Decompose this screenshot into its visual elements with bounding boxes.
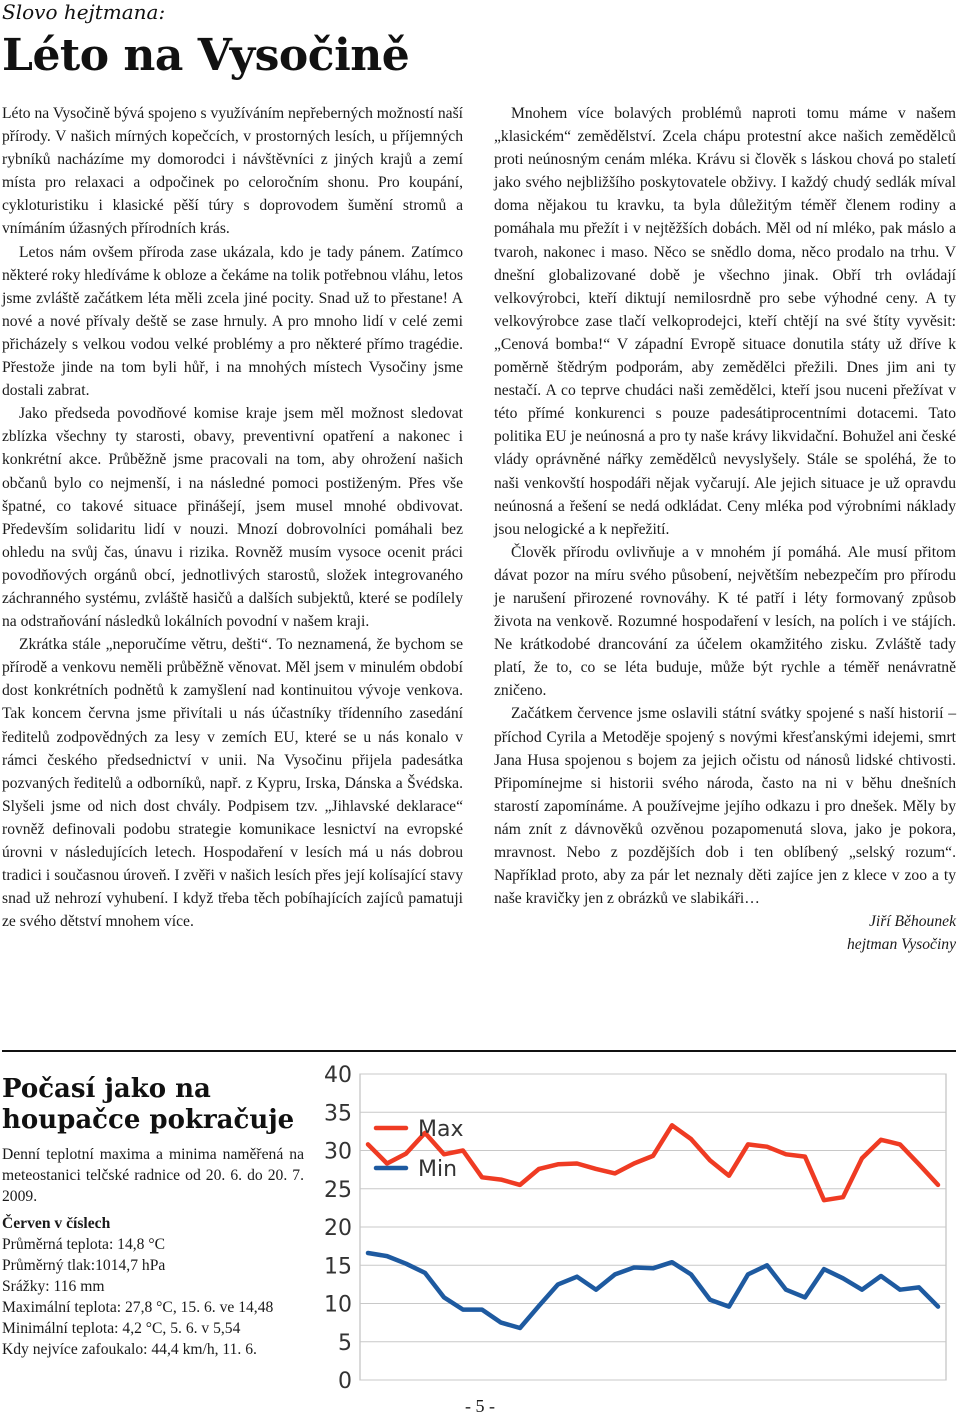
data-point <box>917 1163 920 1166</box>
article-left-column <box>2 102 463 933</box>
data-point <box>822 1267 825 1270</box>
weather-stat: Minimální teplota: 4,2 °C, 5. 6. v 5,54 <box>2 1320 241 1337</box>
data-point <box>651 1267 654 1270</box>
data-point <box>841 1277 844 1280</box>
data-point <box>936 1183 939 1186</box>
weather-box-text <box>2 1144 304 1360</box>
data-point <box>594 1288 597 1291</box>
data-point <box>765 1264 768 1267</box>
data-point <box>366 1251 369 1254</box>
data-point <box>366 1143 369 1146</box>
data-point <box>499 1178 502 1181</box>
weather-stat: Maximální teplota: 27,8 °C, 15. 6. ve 14,48 <box>2 1299 274 1316</box>
data-point <box>537 1304 540 1307</box>
temperature-chart <box>312 1062 956 1392</box>
paragraph: Léto na Vysočině bývá spojeno s využíváním nepřeberných možností naší přírody. V našich mírných kopečcích, v prostorných lesích, u příjemných rybníků nacházíme my domorodci i návštěvníci z jiných krajů a zemí místa pro relaxaci a odpočinek po celoročním shonu. Pro koupání, cykloturistiku i klasické pěší túry s doprovodem šumění stromů a vnímáním úžasných přírodních krás. <box>2 105 463 238</box>
data-point <box>860 1288 863 1291</box>
data-point <box>537 1167 540 1170</box>
y-tick-label: 10 <box>324 1292 352 1318</box>
signature-role: hejtman Vysočiny <box>847 936 956 954</box>
data-point <box>442 1296 445 1299</box>
data-point <box>708 1159 711 1162</box>
data-point <box>651 1154 654 1157</box>
paragraph: Letos nám ovšem příroda zase ukázala, kdo je tady pánem. Zatímco některé roky hledíváme k obloze a čekáme na tolik potřebnou vláhu, letos jsme zvláště začátkem léta měli zcela jiné pocity. Snad už to přestane! A nové a nové přívaly deště se zase hrnuly. A pro mnoho lidí v celé zemi přicházely s velkou vodou velké problémy a pro některé přímo tragédie. Přestože jinde na tom byli hůř, i na mnohých místech Vysočiny jsme dostali zabrat. <box>2 243 463 400</box>
signature-name: Jiří Běhounek <box>868 913 956 931</box>
data-point <box>632 1266 635 1269</box>
data-point <box>404 1152 407 1155</box>
data-point <box>461 1308 464 1311</box>
data-point <box>613 1273 616 1276</box>
data-point <box>556 1283 559 1286</box>
weather-intro: Denní teplotní maxima a minima naměřená na meteostanici telčské radnice od 20. 6. do 20. 7. 2009. <box>2 1146 304 1205</box>
section-divider <box>2 1050 956 1052</box>
data-point <box>879 1274 882 1277</box>
data-point <box>746 1273 749 1276</box>
data-point <box>594 1167 597 1170</box>
data-point <box>898 1143 901 1146</box>
y-tick-label: 20 <box>324 1216 352 1241</box>
data-point <box>898 1288 901 1291</box>
data-point <box>746 1143 749 1146</box>
data-point <box>879 1138 882 1141</box>
paragraph: Zkrátka stále „neporučíme větru, dešti“. To neznamená, že bychom se přírodě a venkovu neměli průběžně věnovat. Měl jsem v minulém období dost konkrétních podnětů k zamyšlení nad kontinuitou vývoje venkova. Tak koncem června jsme přivítali u nás účastníky třídenního zasedání ředitelů zodpovědných za lesy v zemích EU, které se u nás konalo v rámci českého předsednictví v unii. Na Vysočinu přijela padesátka pozvaných ředitelů a odborníků, např. z Kypru, Irska, Dánska a Švédska. Slyšeli jsme od nich dost chvály. Podpisem tzv. „Jihlavské deklarace“ rovněž definovali podobu strategie komunikace lesnictví na evropské úrovni v následujících letech. Hospodaření v lesích má u nás dobrou tradici i současnou úroveň. I zvěři v našich lesích přes její kolísající stavy snad už nehrozí vyhubení. I když třeba těch pobíhajících zajíců pamatuji ze svého dětství mnohem více. <box>2 636 463 931</box>
page-title: Léto na Vysočině <box>2 30 410 81</box>
data-point <box>385 1162 388 1165</box>
data-point <box>803 1155 806 1158</box>
y-tick-label: 25 <box>324 1177 352 1203</box>
data-point <box>385 1254 388 1257</box>
data-point <box>727 1174 730 1177</box>
y-tick-label: 15 <box>324 1254 352 1280</box>
data-point <box>708 1298 711 1301</box>
weather-stat: Průměrná teplota: 14,8 °C <box>2 1236 166 1253</box>
data-point <box>499 1321 502 1324</box>
data-point <box>632 1162 635 1165</box>
data-point <box>575 1162 578 1165</box>
data-point <box>404 1262 407 1265</box>
data-point <box>936 1305 939 1308</box>
kicker: Slovo hejtmana: <box>2 0 166 24</box>
data-point <box>461 1149 464 1152</box>
data-point <box>613 1172 616 1175</box>
data-point <box>480 1308 483 1311</box>
data-point <box>480 1176 483 1179</box>
data-point <box>689 1273 692 1276</box>
weather-subheading: Červen v číslech <box>2 1215 111 1232</box>
data-point <box>442 1153 445 1156</box>
page-number: - 5 - <box>465 1396 495 1416</box>
data-point <box>689 1137 692 1140</box>
paragraph: Člověk přírodu ovlivňuje a v mnohém jí pomáhá. Ale musí přitom dávat pozor na míru svého působení, největším nebezpečím pro přírodu je narušení přirozené rovnováhy. K té patří i léty formovaný způsob života na venkově. Rozumné hospodaření v lesích, na polích i ve stájích. Ne krátkodobé drancování za účelem okamžitého zisku. Zvláště tady platí, že to, co se léta buduje, může být rychle a téměř nenávratně zničeno. <box>494 543 956 700</box>
weather-stat: Srážky: 116 mm <box>2 1278 105 1295</box>
data-point <box>917 1286 920 1289</box>
data-point <box>784 1153 787 1156</box>
data-point <box>822 1199 825 1202</box>
data-point <box>765 1145 768 1148</box>
data-point <box>423 1271 426 1274</box>
paragraph: Začátkem července jsme oslavili státní svátky spojené s naší historií – příchod Cyrila a Metoděje spojený s novými křesťanskými idejemi, smrt Jana Husa spojenou s bojem za jejich očistu od nánosů lidské chtivosti. Připomínejme si historii svého národa, často na ni v běhu dnešních starostí zapomínáme. A používejme jejího odkazu i pro dnešek. Měly by nám znít z dávnověků ozvěnou pozapomenutá slova, jako je pokora, mravnost. Nebo z pozdějších dob i ten oblíbený „selský rozum“. Například proto, aby za pár let neznaly děti zajíce jen z klece v zoo a ty naše kravičky jen z obrázků ve slabikáři… <box>494 705 956 908</box>
y-tick-label: 30 <box>324 1139 352 1165</box>
y-tick-label: 0 <box>338 1369 352 1392</box>
data-point <box>670 1261 673 1264</box>
data-point <box>556 1163 559 1166</box>
data-point <box>803 1296 806 1299</box>
paragraph: Mnohem více bolavých problémů naproti tomu máme v našem „klasickém“ zemědělství. Zcela chápu protestní akce našich zemědělců proti neúnosným cenám mléka. Krávu si člověk s láskou chová po staletí jako svého nejbližšího poskytovatele obživy. I každý chudý sedlák míval doma nějakou tu kravku, ta byla důležitým téměř členem rodiny a pomáhala mu přežít i v nejtěžších dobách. Měl od ní mléko, pak máslo a tvaroh, nakonec i maso. Něco se snědlo doma, něco prodalo na trhu. V dnešní globalizované době je všechno jinak. Obří trh ovládají velkovýrobci, kteří diktují nemilosrdně pro sebe výhodné ceny. A ty velkovýrobce zase tlačí velkoprodejci, kteří chtějí na své štíty vyvěsit: „Cenová bomba!“ V západní Evropě situace donutila státy už dříve k poměrně štědrým podporám, aby zemědělci přežili. Dnes jim ani ty nestačí. A co teprve chudáci naši zemědělci, kteří jsou nuceni přežívat v této přímé konkurenci s pouze padesátiprocentními dotacemi. Tato politika EU je neúnosná a pro ty naše krávy likvidační. Bohužel ani české vlády oprávněné nářky zemědělců nevyslyšely. Stále se spoléhá, že to naši venkovští hospodáři nějak vyčarují. Ale jejich situace je už opravdu neúnosná a řešení se nedá odkládat. Ceny mléka pod výrobními náklady jsou nelogické a k nepřežití. <box>494 105 956 538</box>
data-point <box>784 1288 787 1291</box>
paragraph: Jako předseda povodňové komise kraje jsem měl možnost sledovat zblízka všechny ty starosti, obavy, preventivní opatření a nakonec i konkrétní akce. Průběžně jsme pracovali na tom, aby ohrožení našich občanů bylo co nejmenší, i na následné pomoci postiženým. Přes vše špatné, co takové situace přinášejí, jsem musel mnohé obdivovat. Především solidaritu lidí v nouzi. Mnozí dobrovolníci pomáhali bez ohledu na svůj čas, únavu i rizika. Rovněž musím vysoce ocenit práci povodňových orgánů obcí, jednotlivých starostů, složek integrovaného záchranného systému, zvláště hasičů a dalších subjektů, které se podílely na odstraňování následků lokálních povodní v našem kraji. <box>2 405 463 631</box>
article-right-column <box>494 102 956 956</box>
legend-label: Min <box>418 1157 458 1182</box>
weather-box-title: Počasí jako na houpačce pokračuje <box>2 1074 295 1135</box>
weather-stat: Kdy nejvíce zafoukalo: 44,4 km/h, 11. 6. <box>2 1341 257 1358</box>
data-point <box>518 1183 521 1186</box>
y-tick-label: 35 <box>324 1101 352 1127</box>
y-tick-label: 5 <box>338 1330 352 1356</box>
data-point <box>670 1124 673 1127</box>
y-tick-label: 40 <box>324 1063 352 1088</box>
data-point <box>518 1326 521 1329</box>
data-point <box>860 1157 863 1160</box>
data-point <box>727 1305 730 1308</box>
weather-stat: Průměrný tlak:1014,7 hPa <box>2 1257 166 1274</box>
data-point <box>841 1196 844 1199</box>
legend-label: Max <box>418 1117 464 1142</box>
data-point <box>575 1275 578 1278</box>
